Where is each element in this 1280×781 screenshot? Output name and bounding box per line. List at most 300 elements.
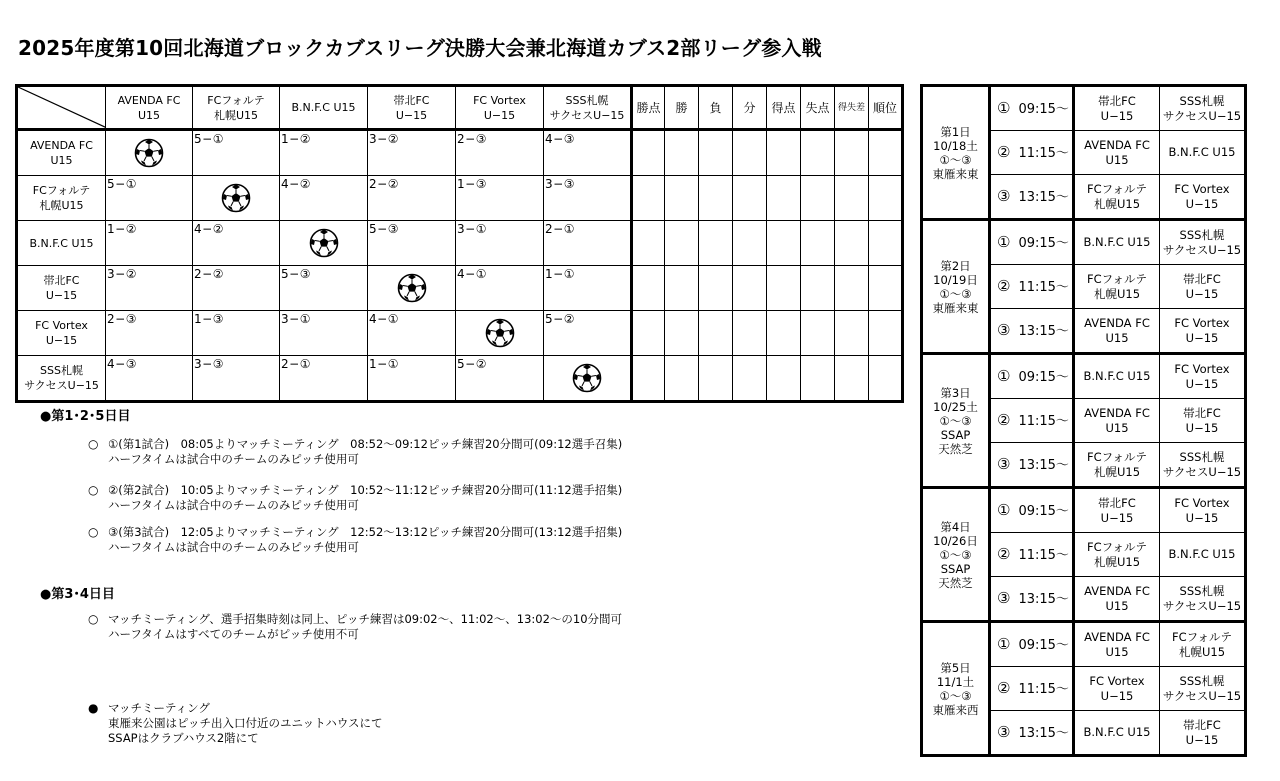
home-team-line2: U−15	[1100, 108, 1134, 123]
away-team-cell	[1160, 175, 1246, 220]
score-cell: 3−②	[106, 266, 193, 311]
home-team-cell	[1074, 488, 1160, 533]
column-header-line1: FC Vortex	[473, 93, 526, 107]
column-header-line1: SSS札幌	[565, 93, 609, 107]
home-team-line2: 札幌U15	[1093, 554, 1141, 569]
day-info-line: 10/18土	[933, 138, 978, 153]
day-info-line: ①〜③	[939, 547, 972, 562]
stat-cell	[869, 311, 903, 356]
note-line: マッチミーティング	[108, 701, 210, 715]
away-team-line1: FC Vortex	[1174, 361, 1230, 376]
stat-cell	[801, 130, 835, 176]
away-team-line2: U−15	[1185, 330, 1219, 345]
stat-cell	[699, 130, 733, 176]
away-team-cell	[1160, 354, 1246, 399]
soccer-ball-icon	[572, 363, 602, 393]
match-slot	[990, 220, 1074, 265]
stat-cell	[835, 266, 869, 311]
stat-cell	[801, 266, 835, 311]
home-team-cell	[1074, 354, 1160, 399]
away-team-line2: サクセスU−15	[1162, 598, 1242, 613]
away-team-line1: SSS札幌	[1179, 583, 1225, 598]
away-team-cell	[1160, 488, 1246, 533]
stat-cell	[665, 176, 699, 221]
home-team-line1: FCフォルテ	[1086, 539, 1148, 554]
row-header-line1: 帯北FC	[43, 274, 80, 287]
stat-cell	[869, 176, 903, 221]
stat-cell	[801, 311, 835, 356]
stat-cell	[665, 356, 699, 402]
table-row	[17, 266, 903, 311]
self-match-cell	[193, 176, 280, 221]
row-header-line2: サクセスU−15	[24, 379, 99, 392]
away-team-line2: U−15	[1185, 376, 1219, 391]
table-row	[17, 130, 903, 176]
match-number: ②	[997, 678, 1011, 697]
match-number: ③	[997, 186, 1011, 205]
self-match-cell	[106, 130, 193, 176]
table-row	[17, 356, 903, 402]
home-team-line2: 札幌U15	[1093, 196, 1141, 211]
score-cell: 5−③	[368, 221, 456, 266]
home-team-line1: AVENDA FC	[1084, 315, 1150, 330]
score-cell: 3−①	[456, 221, 544, 266]
match-slot	[990, 265, 1074, 309]
kickoff-time: 09:15〜	[1018, 503, 1069, 519]
kickoff-time: 13:15〜	[1018, 725, 1069, 741]
stat-cell	[835, 221, 869, 266]
away-team-line2: U−15	[1185, 732, 1219, 747]
note-line: 東雁来公園はピッチ出入口付近のユニットハウスにて	[108, 716, 383, 730]
row-header-team	[17, 130, 106, 176]
day-info-line: 東雁来東	[932, 166, 979, 181]
open-circle-icon: ○	[88, 525, 99, 539]
match-slot	[990, 533, 1074, 577]
column-header-team	[193, 86, 280, 130]
away-team-line2: U−15	[1185, 196, 1219, 211]
match-number: ③	[997, 320, 1011, 339]
score-cell: 3−①	[280, 311, 368, 356]
away-team-line1: B.N.F.C U15	[1168, 145, 1236, 159]
match-slot	[990, 399, 1074, 443]
column-header-team	[106, 86, 193, 130]
column-header-line1: AVENDA FC	[117, 93, 181, 107]
stat-cell	[699, 176, 733, 221]
away-team-cell	[1160, 265, 1246, 309]
open-circle-icon: ○	[88, 483, 99, 497]
column-header-line2: U−15	[395, 108, 428, 122]
score-cell: 1−①	[544, 266, 632, 311]
column-header-team	[456, 86, 544, 130]
home-team-cell	[1074, 533, 1160, 577]
kickoff-time: 11:15〜	[1018, 413, 1069, 429]
match-slot	[990, 86, 1074, 131]
away-team-cell	[1160, 577, 1246, 622]
row-header-team	[17, 266, 106, 311]
day-info-line: 10/19日	[933, 272, 978, 287]
home-team-line1: FCフォルテ	[1086, 181, 1148, 196]
stat-cell	[632, 266, 665, 311]
score-cell: 5−②	[456, 356, 544, 402]
away-team-line2: 札幌U15	[1178, 644, 1226, 659]
home-team-line2: U15	[1105, 598, 1129, 613]
score-cell: 5−②	[544, 311, 632, 356]
stat-cell	[835, 356, 869, 402]
note-line: ②(第2試合) 10:05よりマッチミーティング 10:52〜11:12ピッチ練習20分間可(11:12選手招集)	[108, 483, 623, 497]
note-line: ハーフタイムは試合中のチームのみピッチ使用可	[108, 498, 359, 512]
home-team-line1: B.N.F.C U15	[1083, 725, 1151, 739]
day-info-line: ①〜③	[939, 286, 972, 301]
stat-cell	[733, 176, 767, 221]
score-cell: 2−①	[544, 221, 632, 266]
home-team-cell	[1074, 443, 1160, 488]
kickoff-time: 13:15〜	[1018, 189, 1069, 205]
stat-cell	[767, 221, 801, 266]
match-slot	[990, 622, 1074, 667]
match-number: ③	[997, 588, 1011, 607]
column-header-line2: U15	[137, 108, 161, 122]
score-cell: 2−①	[280, 356, 368, 402]
row-header-line1: SSS札幌	[40, 364, 83, 377]
score-cell: 4−①	[368, 311, 456, 356]
day-info-line: SSAP	[940, 561, 971, 576]
home-team-line2: 札幌U15	[1093, 286, 1141, 301]
away-team-line2: サクセスU−15	[1162, 464, 1242, 479]
filled-circle-icon: ●	[88, 701, 99, 715]
row-header-line1: FCフォルテ	[32, 184, 91, 197]
column-header-line1: B.N.F.C U15	[291, 101, 356, 114]
away-team-line2: U−15	[1185, 510, 1219, 525]
stat-cell	[835, 311, 869, 356]
stat-cell	[699, 311, 733, 356]
home-team-line1: AVENDA FC	[1084, 137, 1150, 152]
day-info-line: SSAP	[940, 427, 971, 442]
score-cell: 3−③	[544, 176, 632, 221]
away-team-cell	[1160, 533, 1246, 577]
home-team-line1: FCフォルテ	[1086, 271, 1148, 286]
away-team-cell	[1160, 309, 1246, 354]
away-team-cell	[1160, 667, 1246, 711]
home-team-cell	[1074, 220, 1160, 265]
soccer-ball-icon	[134, 138, 164, 168]
away-team-line1: FC Vortex	[1174, 315, 1230, 330]
home-team-cell	[1074, 399, 1160, 443]
stat-cell	[699, 356, 733, 402]
stat-cell	[632, 176, 665, 221]
home-team-cell	[1074, 309, 1160, 354]
home-team-cell	[1074, 86, 1160, 131]
corner-diagonal-cell	[17, 86, 106, 130]
stat-header: 失点	[801, 86, 835, 130]
home-team-cell	[1074, 711, 1160, 756]
self-match-cell	[280, 221, 368, 266]
score-cell: 4−③	[544, 130, 632, 176]
score-cell: 1−②	[106, 221, 193, 266]
home-team-line2: 札幌U15	[1093, 464, 1141, 479]
kickoff-time: 09:15〜	[1018, 369, 1069, 385]
away-team-cell	[1160, 711, 1246, 756]
day-info-line: ①〜③	[939, 413, 972, 428]
score-cell: 2−③	[106, 311, 193, 356]
score-cell: 4−②	[280, 176, 368, 221]
home-team-cell	[1074, 265, 1160, 309]
day-info-line: 東雁来東	[932, 300, 979, 315]
page-title: 2025年度第10回北海道ブロックカブスリーグ決勝大会兼北海道カブス2部リーグ参入戦	[18, 36, 822, 60]
away-team-line1: FC Vortex	[1174, 495, 1230, 510]
note-line: ③(第3試合) 12:05よりマッチミーティング 12:52〜13:12ピッチ練習20分間可(13:12選手招集)	[108, 525, 623, 539]
match-slot	[990, 711, 1074, 756]
away-team-line2: U−15	[1185, 420, 1219, 435]
stat-cell	[665, 266, 699, 311]
self-match-cell	[456, 311, 544, 356]
stat-cell	[699, 266, 733, 311]
stat-cell	[632, 221, 665, 266]
home-team-cell	[1074, 175, 1160, 220]
kickoff-time: 09:15〜	[1018, 101, 1069, 117]
home-team-line1: AVENDA FC	[1084, 583, 1150, 598]
note-line: SSAPはクラブハウス2階にて	[108, 731, 259, 745]
away-team-line1: SSS札幌	[1179, 673, 1225, 688]
table-row	[17, 176, 903, 221]
away-team-cell	[1160, 86, 1246, 131]
match-slot	[990, 131, 1074, 175]
kickoff-time: 11:15〜	[1018, 145, 1069, 161]
away-team-line2: サクセスU−15	[1162, 688, 1242, 703]
kickoff-time: 13:15〜	[1018, 323, 1069, 339]
stat-cell	[767, 356, 801, 402]
away-team-cell	[1160, 131, 1246, 175]
row-header-line1: B.N.F.C U15	[29, 236, 94, 250]
home-team-line2: U15	[1105, 644, 1129, 659]
soccer-ball-icon	[397, 273, 427, 303]
stat-cell	[733, 221, 767, 266]
day-info-line: 天然芝	[938, 441, 973, 456]
day-info-line: 第2日	[940, 258, 971, 273]
stat-header: 負	[699, 86, 733, 130]
column-header-line2: サクセスU−15	[549, 108, 625, 122]
match-number: ③	[997, 722, 1011, 741]
score-cell: 4−①	[456, 266, 544, 311]
home-team-line2: U15	[1105, 152, 1129, 167]
day-info-line: 天然芝	[938, 575, 973, 590]
section-title: ●第3･4日目	[40, 587, 115, 602]
score-cell: 1−①	[368, 356, 456, 402]
day-info-line: 第4日	[940, 519, 971, 534]
open-circle-icon: ○	[88, 612, 99, 626]
match-slot	[990, 667, 1074, 711]
match-number: ①	[997, 232, 1011, 251]
stat-cell	[733, 266, 767, 311]
score-cell: 4−③	[106, 356, 193, 402]
row-header-line2: U−15	[45, 289, 78, 302]
self-match-cell	[368, 266, 456, 311]
section-title: ●第1･2･5日目	[40, 409, 131, 424]
note-line: ①(第1試合) 08:05よりマッチミーティング 08:52〜09:12ピッチ練習20分間可(09:12選手召集)	[108, 437, 623, 451]
day-cell	[922, 622, 990, 756]
column-header-line2: U−15	[483, 108, 516, 122]
stat-cell	[733, 311, 767, 356]
stat-cell	[869, 221, 903, 266]
match-slot	[990, 175, 1074, 220]
away-team-line2: U−15	[1185, 286, 1219, 301]
match-slot	[990, 488, 1074, 533]
stat-cell	[767, 130, 801, 176]
note-line: ハーフタイムは試合中のチームのみピッチ使用可	[108, 540, 359, 554]
table-row	[17, 311, 903, 356]
away-team-line1: 帯北FC	[1183, 271, 1221, 286]
away-team-line1: FC Vortex	[1174, 181, 1230, 196]
stat-cell	[869, 356, 903, 402]
away-team-line2: サクセスU−15	[1162, 108, 1242, 123]
row-header-team	[17, 176, 106, 221]
stat-cell	[665, 221, 699, 266]
stat-header: 順位	[869, 86, 903, 130]
away-team-line1: SSS札幌	[1179, 227, 1225, 242]
column-header-line1: FCフォルテ	[207, 93, 265, 107]
score-cell: 2−③	[456, 130, 544, 176]
away-team-cell	[1160, 399, 1246, 443]
kickoff-time: 11:15〜	[1018, 681, 1069, 697]
away-team-line1: B.N.F.C U15	[1168, 547, 1236, 561]
day-cell	[922, 354, 990, 488]
stat-cell	[767, 311, 801, 356]
home-team-line2: U−15	[1100, 510, 1134, 525]
score-cell: 4−②	[193, 221, 280, 266]
match-number: ③	[997, 454, 1011, 473]
table-row	[17, 221, 903, 266]
home-team-cell	[1074, 131, 1160, 175]
match-number: ②	[997, 544, 1011, 563]
score-cell: 5−③	[280, 266, 368, 311]
home-team-line2: U15	[1105, 330, 1129, 345]
stat-cell	[632, 130, 665, 176]
match-number: ②	[997, 142, 1011, 161]
away-team-line1: FCフォルテ	[1171, 629, 1233, 644]
day-info-line: 第5日	[940, 660, 971, 675]
away-team-line1: 帯北FC	[1183, 405, 1221, 420]
day-cell	[922, 488, 990, 622]
score-cell: 3−②	[368, 130, 456, 176]
stat-cell	[733, 356, 767, 402]
home-team-line1: 帯北FC	[1098, 495, 1136, 510]
away-team-line2: サクセスU−15	[1162, 242, 1242, 257]
kickoff-time: 11:15〜	[1018, 279, 1069, 295]
kickoff-time: 09:15〜	[1018, 235, 1069, 251]
kickoff-time: 13:15〜	[1018, 591, 1069, 607]
day-info-line: 10/26日	[933, 533, 978, 548]
home-team-cell	[1074, 667, 1160, 711]
column-header-line2: 札幌U15	[213, 108, 259, 122]
day-info-line: 第3日	[940, 385, 971, 400]
match-number: ①	[997, 634, 1011, 653]
self-match-cell	[544, 356, 632, 402]
row-header-team	[17, 221, 106, 266]
home-team-line1: FCフォルテ	[1086, 449, 1148, 464]
column-header-team	[368, 86, 456, 130]
row-header-line2: 札幌U15	[39, 199, 84, 212]
stat-cell	[801, 356, 835, 402]
match-number: ②	[997, 410, 1011, 429]
schedule-row	[922, 488, 1246, 533]
column-header-team	[280, 86, 368, 130]
match-slot	[990, 309, 1074, 354]
match-number: ①	[997, 500, 1011, 519]
away-team-cell	[1160, 220, 1246, 265]
match-slot	[990, 577, 1074, 622]
note-line: ハーフタイムはすべてのチームがピッチ使用不可	[108, 627, 359, 641]
schedule-table	[920, 84, 1247, 757]
results-table	[15, 84, 904, 403]
kickoff-time: 13:15〜	[1018, 457, 1069, 473]
kickoff-time: 09:15〜	[1018, 637, 1069, 653]
stat-header: 勝点	[632, 86, 665, 130]
stat-cell	[699, 221, 733, 266]
score-cell: 5−①	[106, 176, 193, 221]
stat-cell	[767, 176, 801, 221]
schedule-row	[922, 220, 1246, 265]
soccer-ball-icon	[309, 228, 339, 258]
note-line: マッチミーティング、選手招集時刻は同上、ピッチ練習は09:02〜、11:02〜、13:02〜の10分間可	[108, 612, 623, 626]
stat-cell	[869, 130, 903, 176]
match-slot	[990, 354, 1074, 399]
stat-cell	[733, 130, 767, 176]
match-number: ②	[997, 276, 1011, 295]
stat-cell	[801, 176, 835, 221]
day-info-line: 東雁来西	[932, 702, 979, 717]
away-team-line1: 帯北FC	[1183, 717, 1221, 732]
row-header-line2: U15	[50, 154, 73, 167]
home-team-line1: AVENDA FC	[1084, 629, 1150, 644]
score-cell: 1−③	[456, 176, 544, 221]
row-header-line1: AVENDA FC	[30, 139, 93, 152]
soccer-ball-icon	[221, 183, 251, 213]
stat-cell	[801, 221, 835, 266]
score-cell: 2−②	[368, 176, 456, 221]
row-header-team	[17, 311, 106, 356]
home-team-cell	[1074, 577, 1160, 622]
schedule-row	[922, 354, 1246, 399]
open-circle-icon: ○	[88, 437, 99, 451]
score-cell: 2−②	[193, 266, 280, 311]
stat-cell	[869, 266, 903, 311]
stat-header: 勝	[665, 86, 699, 130]
column-header-line1: 帯北FC	[393, 93, 430, 107]
day-cell	[922, 220, 990, 354]
home-team-line1: B.N.F.C U15	[1083, 369, 1151, 383]
score-cell: 5−①	[193, 130, 280, 176]
match-number: ①	[997, 98, 1011, 117]
home-team-cell	[1074, 622, 1160, 667]
away-team-cell	[1160, 443, 1246, 488]
schedule-row	[922, 622, 1246, 667]
day-info-line: 11/1土	[936, 674, 975, 689]
score-cell: 3−③	[193, 356, 280, 402]
match-number: ①	[997, 366, 1011, 385]
stat-cell	[835, 130, 869, 176]
stat-cell	[632, 356, 665, 402]
stat-cell	[767, 266, 801, 311]
home-team-line2: U−15	[1100, 688, 1134, 703]
home-team-line1: B.N.F.C U15	[1083, 235, 1151, 249]
day-info-line: 第1日	[940, 124, 971, 139]
stat-cell	[835, 176, 869, 221]
day-info-line: ①〜③	[939, 152, 972, 167]
away-team-line1: SSS札幌	[1179, 449, 1225, 464]
home-team-line2: U15	[1105, 420, 1129, 435]
score-cell: 1−②	[280, 130, 368, 176]
kickoff-time: 11:15〜	[1018, 547, 1069, 563]
stat-header: 得点	[767, 86, 801, 130]
